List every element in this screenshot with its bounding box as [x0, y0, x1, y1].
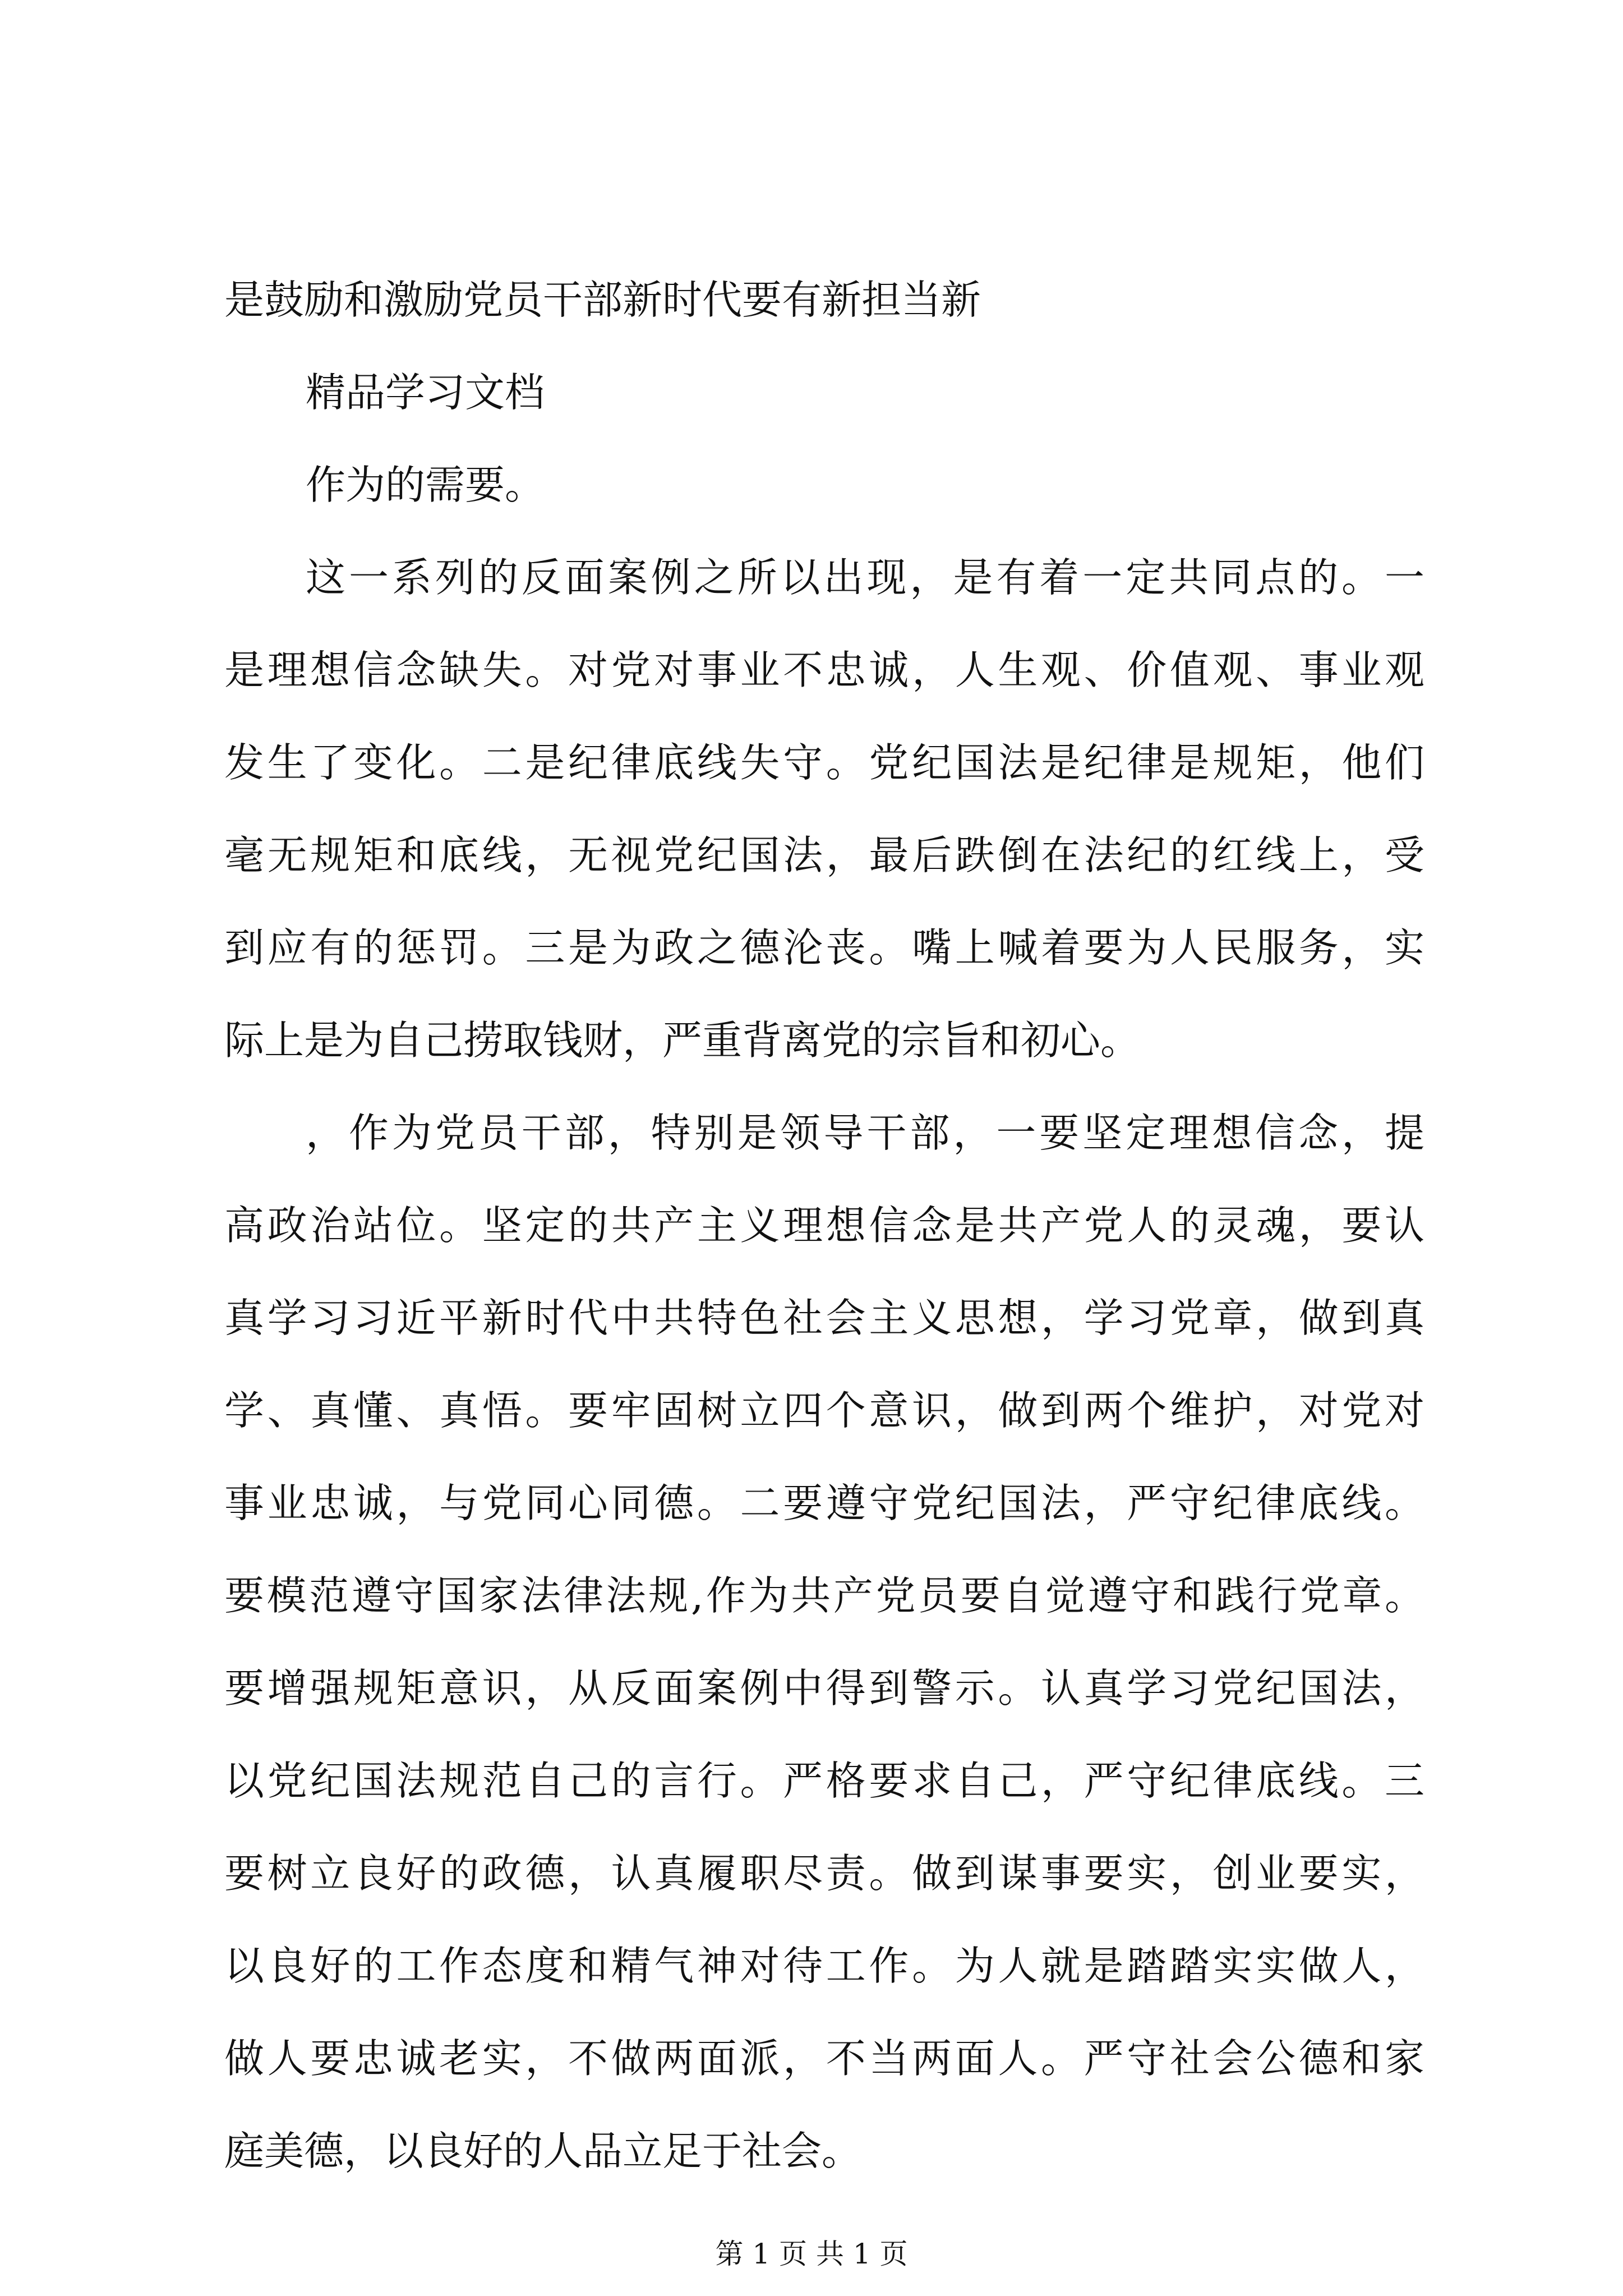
paragraph-last-line: 庭美德，以良好的人品立足于社会。 — [224, 2128, 862, 2174]
text-line: 要模范遵守国家法律法规,作为共产党员要自觉遵守和践行党章。 — [224, 1572, 1424, 1619]
text-line: 作为的需要。 — [306, 462, 545, 508]
text-line: 以党纪国法规范自己的言行。严格要求自己，严守纪律底线。三 — [224, 1757, 1424, 1804]
text-line: 事业忠诚，与党同心同德。二要遵守党纪国法，严守纪律底线。 — [224, 1480, 1424, 1526]
text-line: 要增强规矩意识，从反面案例中得到警示。认真学习党纪国法， — [224, 1665, 1424, 1711]
text-line: 是理想信念缺失。对党对事业不忠诚，人生观、价值观、事业观 — [224, 647, 1424, 693]
text-line: 真学习习近平新时代中共特色社会主义思想，学习党章，做到真 — [224, 1295, 1424, 1341]
text-line: 学、真懂、真悟。要牢固树立四个意识，做到两个维护，对党对 — [224, 1387, 1424, 1434]
paragraph-first-line: 这一系列的反面案例之所以出现，是有着一定共同点的。一 — [306, 554, 1424, 601]
text-line: 要树立良好的政德，认真履职尽责。做到谋事要实，创业要实， — [224, 1850, 1424, 1897]
paragraph-first-line: ，作为党员干部，特别是领导干部，一要坚定理想信念，提 — [306, 1110, 1424, 1156]
text-line: 毫无规矩和底线，无视党纪国法，最后跌倒在法纪的红线上，受 — [224, 832, 1424, 878]
page-number-footer: 第 1 页 共 1 页 — [715, 2238, 908, 2270]
text-line: 以良好的工作态度和精气神对待工作。为人就是踏踏实实做人， — [224, 1943, 1424, 1989]
paragraph-last-line: 际上是为自己捞取钱财，严重背离党的宗旨和初心。 — [224, 1017, 1141, 1064]
text-line: 做人要忠诚老实，不做两面派，不当两面人。严守社会公德和家 — [224, 2035, 1424, 2082]
text-line: 是鼓励和激励党员干部新时代要有新担当新 — [224, 277, 981, 323]
text-line: 高政治站位。坚定的共产主义理想信念是共产党人的灵魂，要认 — [224, 1202, 1424, 1249]
text-line: 到应有的惩罚。三是为政之德沦丧。嘴上喊着要为人民服务，实 — [224, 924, 1424, 971]
text-line: 发生了变化。二是纪律底线失守。党纪国法是纪律是规矩，他们 — [224, 739, 1424, 786]
watermark-heading: 精品学习文档 — [306, 369, 545, 416]
